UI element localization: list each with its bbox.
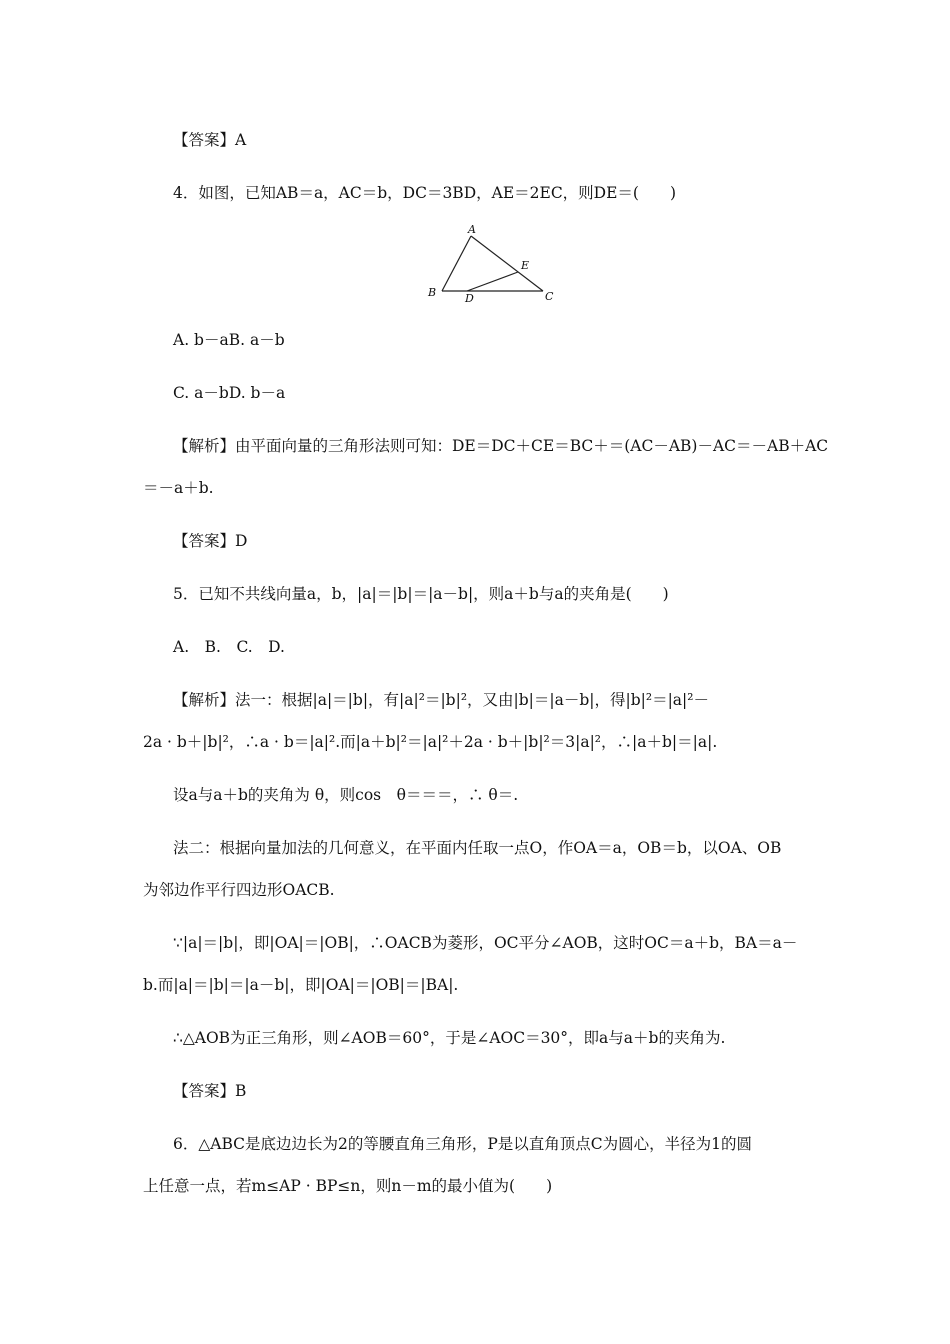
- solution-q4-line2: ＝－a＋b.: [143, 479, 214, 497]
- solution-q5-method2-line3: ∵|a|＝|b|，即|OA|＝|OB|，∴OACB为菱形，OC平分∠AOB，这时OC＝a＋b，BA＝a－: [173, 934, 798, 952]
- solution-q4-line1: 【解析】由平面向量的三角形法则可知：DE＝DC＋CE＝BC＋＝(AC－AB)－AC＝－AB＋AC: [173, 437, 829, 455]
- side-ab: [442, 236, 471, 291]
- triangle-figure: [420, 224, 560, 308]
- question-4: 4．如图，已知AB＝a，AC＝b，DC＝3BD，AE＝2EC，则DE＝( ): [173, 184, 677, 202]
- label-e: E: [521, 259, 530, 272]
- solution-q5-line3: 设a与a＋b的夹角为 θ，则cos θ＝＝＝，∴ θ＝.: [173, 786, 519, 804]
- question-6-line1: 6．△ABC是底边边长为2的等腰直角三角形，P是以直角顶点C为圆心，半径为1的圆: [173, 1135, 753, 1153]
- options-a-b: A. b－aB. a－b: [173, 331, 285, 349]
- side-ac: [471, 236, 543, 291]
- label-a: A: [468, 224, 476, 236]
- solution-q5-line2: 2a · b＋|b|²，∴a · b＝|a|².而|a＋b|²＝|a|²＋2a · b＋|b|²＝3|a|²，∴|a＋b|＝|a|.: [143, 733, 718, 751]
- label-b: B: [428, 286, 437, 299]
- answer-line-q5: 【答案】B: [173, 1082, 247, 1100]
- solution-q5-line1: 【解析】法一：根据|a|＝|b|，有|a|²＝|b|²，又由|b|＝|a－b|，得|b|²＝|a|²－: [173, 691, 709, 709]
- answer-line-q3: 【答案】A: [173, 131, 247, 149]
- options-c-d: C. a－bD. b－a: [173, 384, 286, 402]
- solution-q5-method2-line5: ∴△AOB为正三角形，则∠AOB＝60°，于是∠AOC＝30°，即a与a＋b的夹角为.: [173, 1029, 726, 1047]
- label-d: D: [465, 292, 474, 305]
- segment-de: [467, 272, 518, 291]
- solution-q5-method2-line4: b.而|a|＝|b|＝|a－b|，即|OA|＝|OB|＝|BA|.: [143, 976, 459, 994]
- question-6-line2: 上任意一点，若m≤AP · BP≤n，则n－m的最小值为( ): [143, 1177, 553, 1195]
- solution-q5-method2-line2: 为邻边作平行四边形OACB.: [143, 881, 335, 899]
- question-5: 5．已知不共线向量a，b，|a|＝|b|＝|a－b|，则a＋b与a的夹角是( ): [173, 585, 669, 603]
- answer-line-q4: 【答案】D: [173, 532, 248, 550]
- options-q5: A. B. C. D.: [173, 638, 285, 656]
- solution-q5-method2-line1: 法二：根据向量加法的几何意义，在平面内任取一点O，作OA＝a，OB＝b，以OA、OB: [173, 839, 782, 857]
- label-c: C: [545, 290, 554, 303]
